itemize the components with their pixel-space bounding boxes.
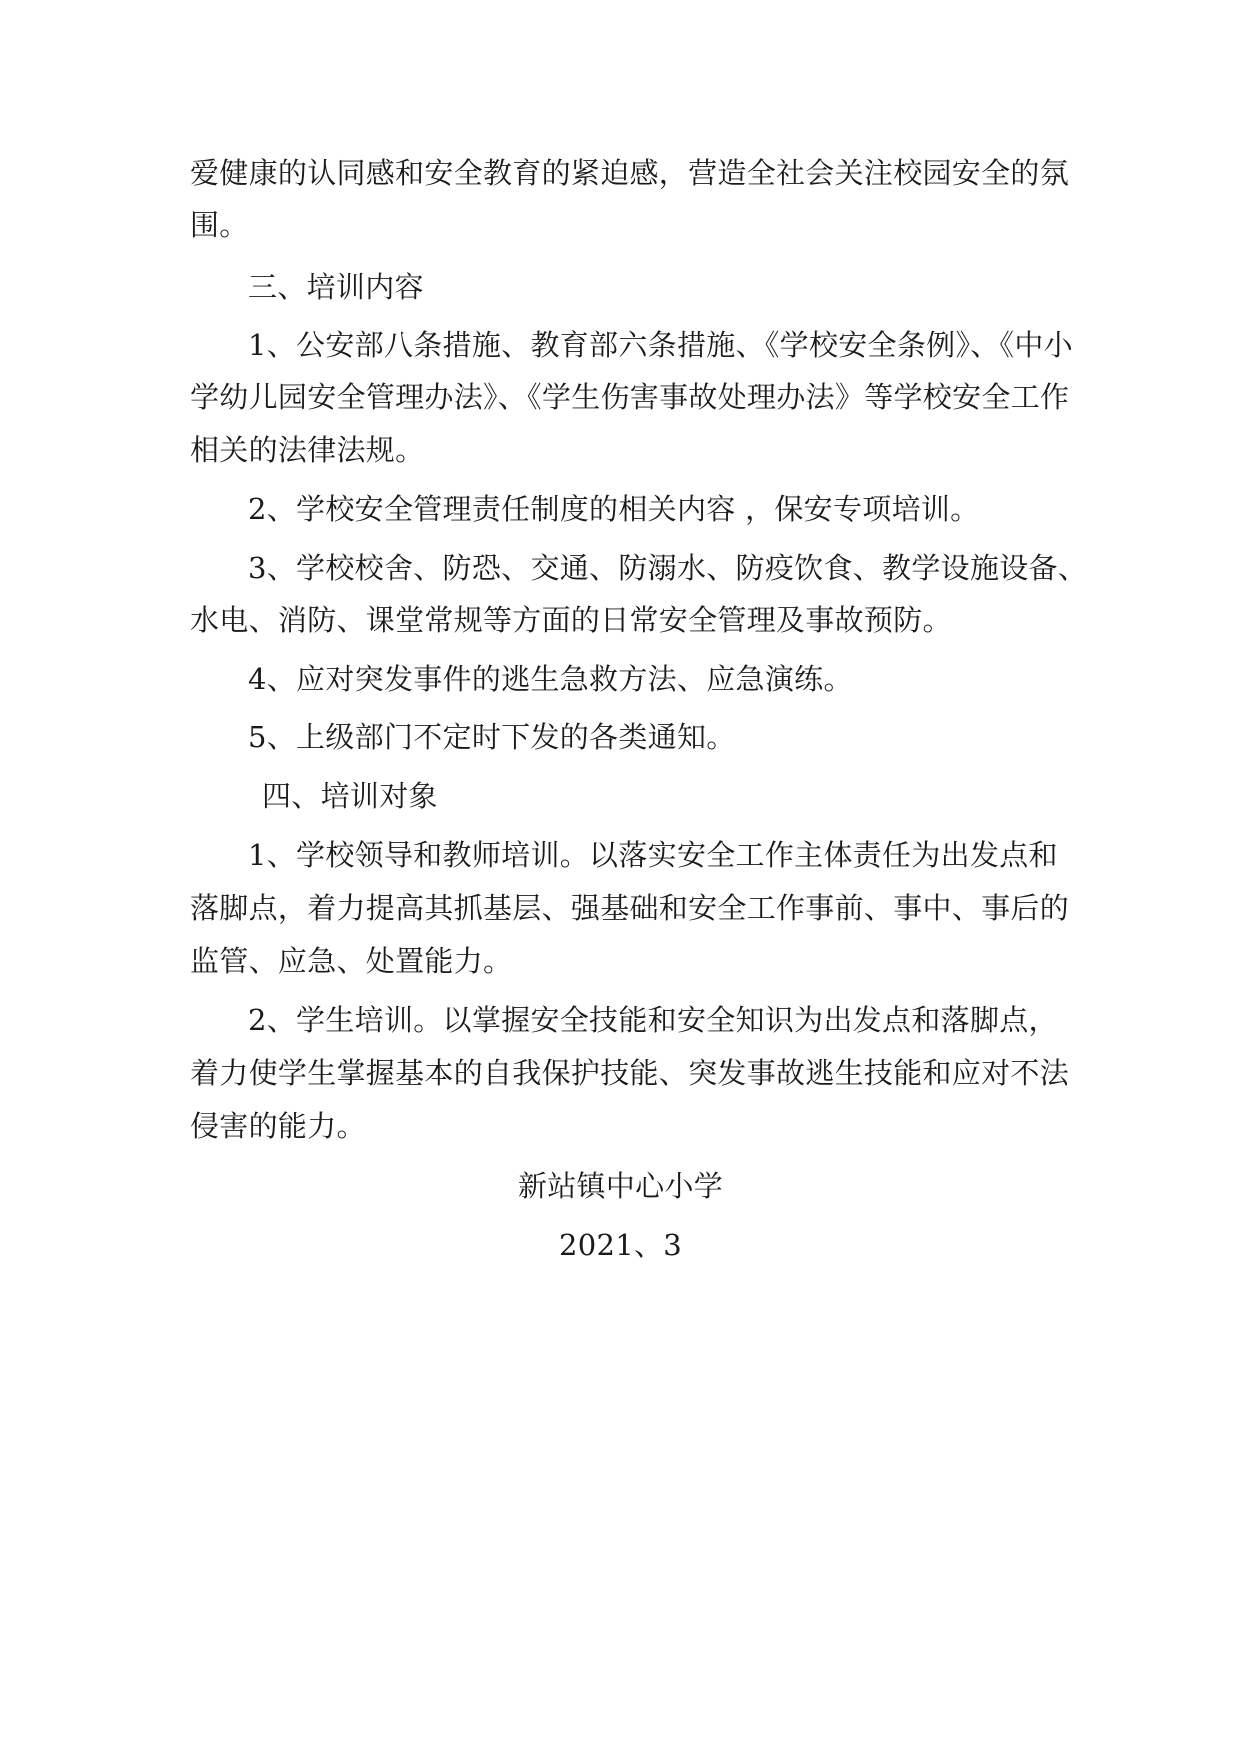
paragraph-line: 落脚点，着力提高其抓基层、强基础和安全工作事前、事中、事后的	[190, 891, 1070, 925]
paragraph-line: 1、学校领导和教师培训。以落实安全工作主体责任为出发点和	[248, 838, 1058, 872]
paragraph-line: 相关的法律法规。	[190, 433, 425, 467]
paragraph-line: 3、学校校舍、防恐、交通、防溺水、防疫饮食、教学设施设备、	[248, 551, 1088, 585]
paragraph-line: 水电、消防、课堂常规等方面的日常安全管理及事故预防。	[190, 603, 952, 637]
paragraph-line: 4、应对突发事件的逃生急救方法、应急演练。	[248, 662, 853, 696]
section-heading: 四、培训对象	[262, 779, 438, 813]
paragraph-line: 2、学校安全管理责任制度的相关内容 ，保安专项培训。	[248, 492, 980, 526]
signature-organization: 新站镇中心小学	[517, 1169, 724, 1203]
paragraph-line: 5、上级部门不定时下发的各类通知。	[248, 720, 736, 754]
paragraph-line: 监管、应急、处置能力。	[190, 944, 513, 978]
paragraph-line: 着力使学生掌握基本的自我保护技能、突发事故逃生技能和应对不法	[190, 1056, 1070, 1090]
paragraph-line: 爱健康的认同感和安全教育的紧迫感，营造全社会关注校园安全的氛	[190, 156, 1070, 190]
paragraph-line: 围。	[190, 208, 249, 242]
paragraph-line: 1、公安部八条措施、教育部六条措施、《学校安全条例》、《中小	[248, 328, 1073, 362]
paragraph-line: 2、学生培训。以掌握安全技能和安全知识为出发点和落脚点，	[248, 1003, 1058, 1037]
section-heading: 三、培训内容	[248, 270, 424, 304]
paragraph-line: 侵害的能力。	[190, 1109, 366, 1143]
signature-date: 2021、3	[558, 1228, 683, 1262]
paragraph-line: 学幼儿园安全管理办法》、《学生伤害事故处理办法》等学校安全工作	[190, 380, 1070, 414]
